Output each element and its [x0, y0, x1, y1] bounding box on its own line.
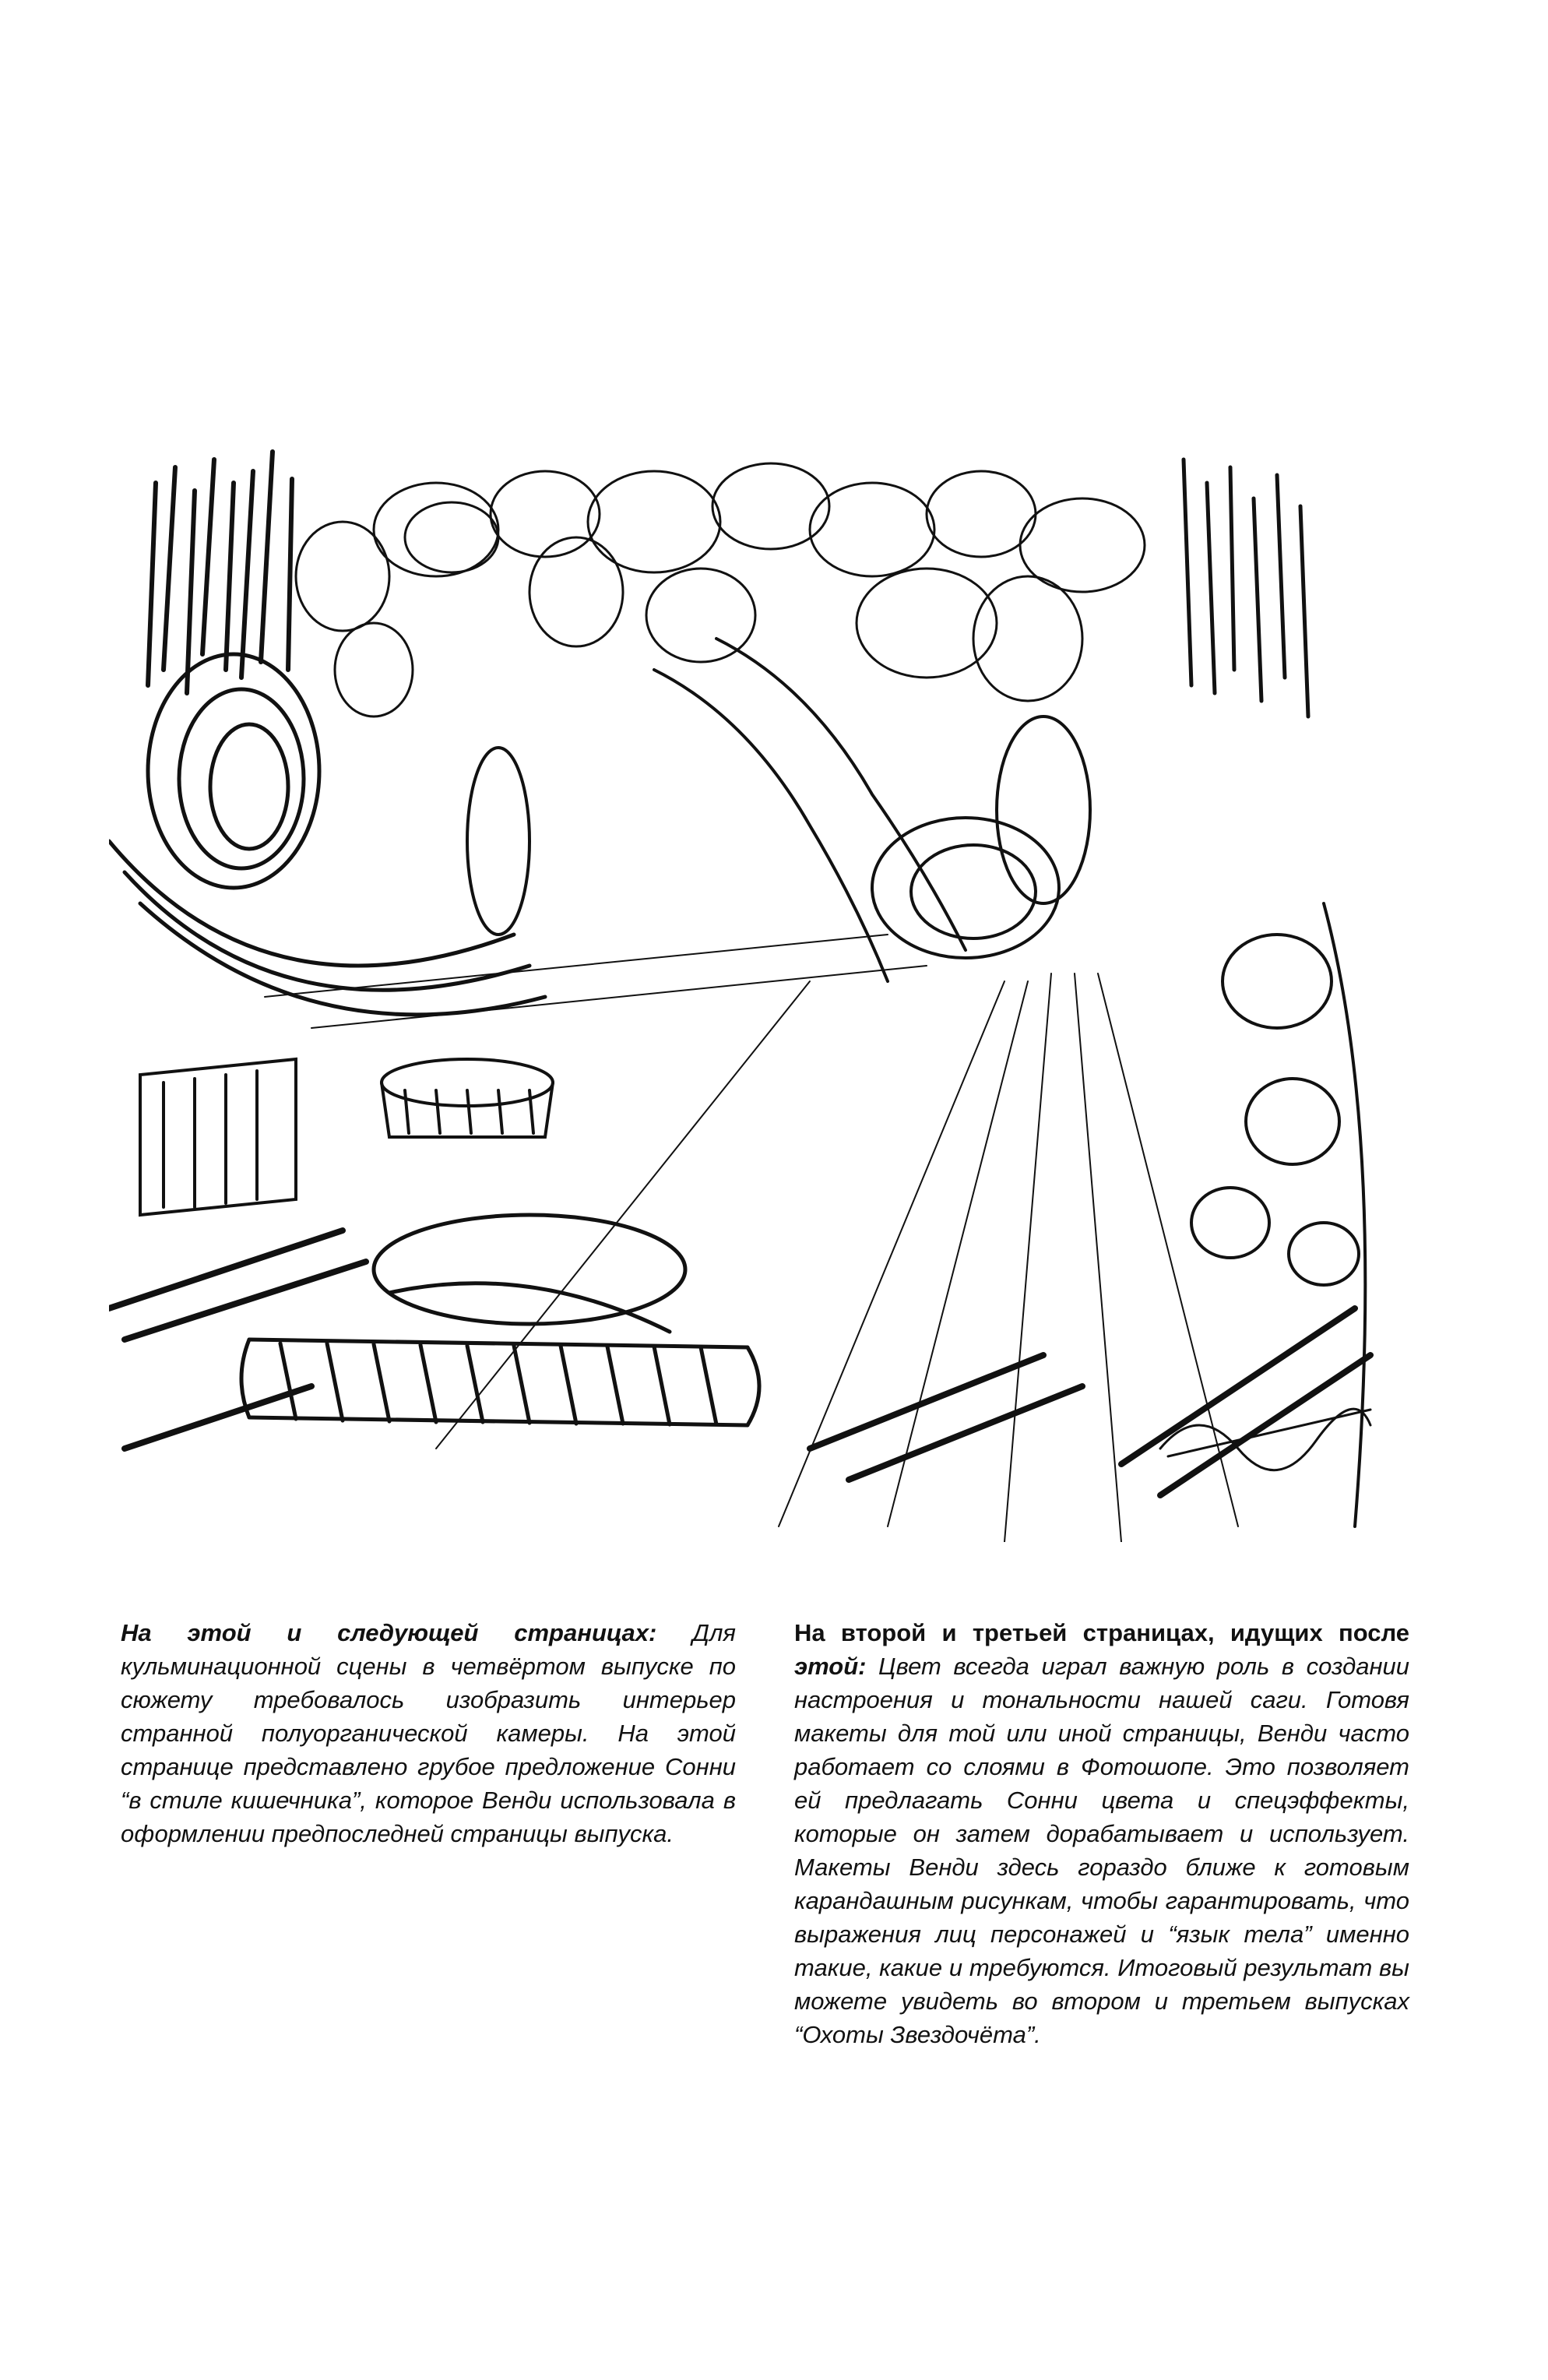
sketch-illustration — [109, 436, 1394, 1542]
right-caption-body: Цвет всегда играл важную роль в создании настроения и тональности нашей саги. Готовя макеты для той или иной страницы, Венди часто работает со слоями в Фотошопе. Это позволяет ей предлагать Сонни цвета и спецэффекты, которые он затем дорабатывает и использует. Макеты Венди здесь гораздо ближе к готовым карандашным рисункам, чтобы гарантировать, что выражения лиц персонажей и “язык тела” именно такие, какие и требуются. Итоговый результат вы можете увидеть во втором и третьем выпусках “Охоты Звездочёта”. — [794, 1653, 1409, 2048]
right-caption-heading-main: На второй и третьей страницах, идущих после — [794, 1619, 1409, 1646]
left-caption-body: Для кульминационной сцены в четвёртом выпуске по сюжету требовалось изобразить интерьер странной полуорганической камеры. На этой странице представлено грубое предложение Сонни “в стиле кишечника”, которое Венди использовала в оформлении предпоследней страницы выпуска. — [121, 1619, 736, 1847]
left-caption-heading: На этой и следующей страницах: — [121, 1619, 657, 1646]
right-caption — [794, 1616, 1409, 2051]
left-caption — [121, 1616, 736, 1850]
pencil-sketch-icon — [109, 436, 1394, 1542]
right-caption-heading-tail: этой: — [794, 1653, 867, 1680]
